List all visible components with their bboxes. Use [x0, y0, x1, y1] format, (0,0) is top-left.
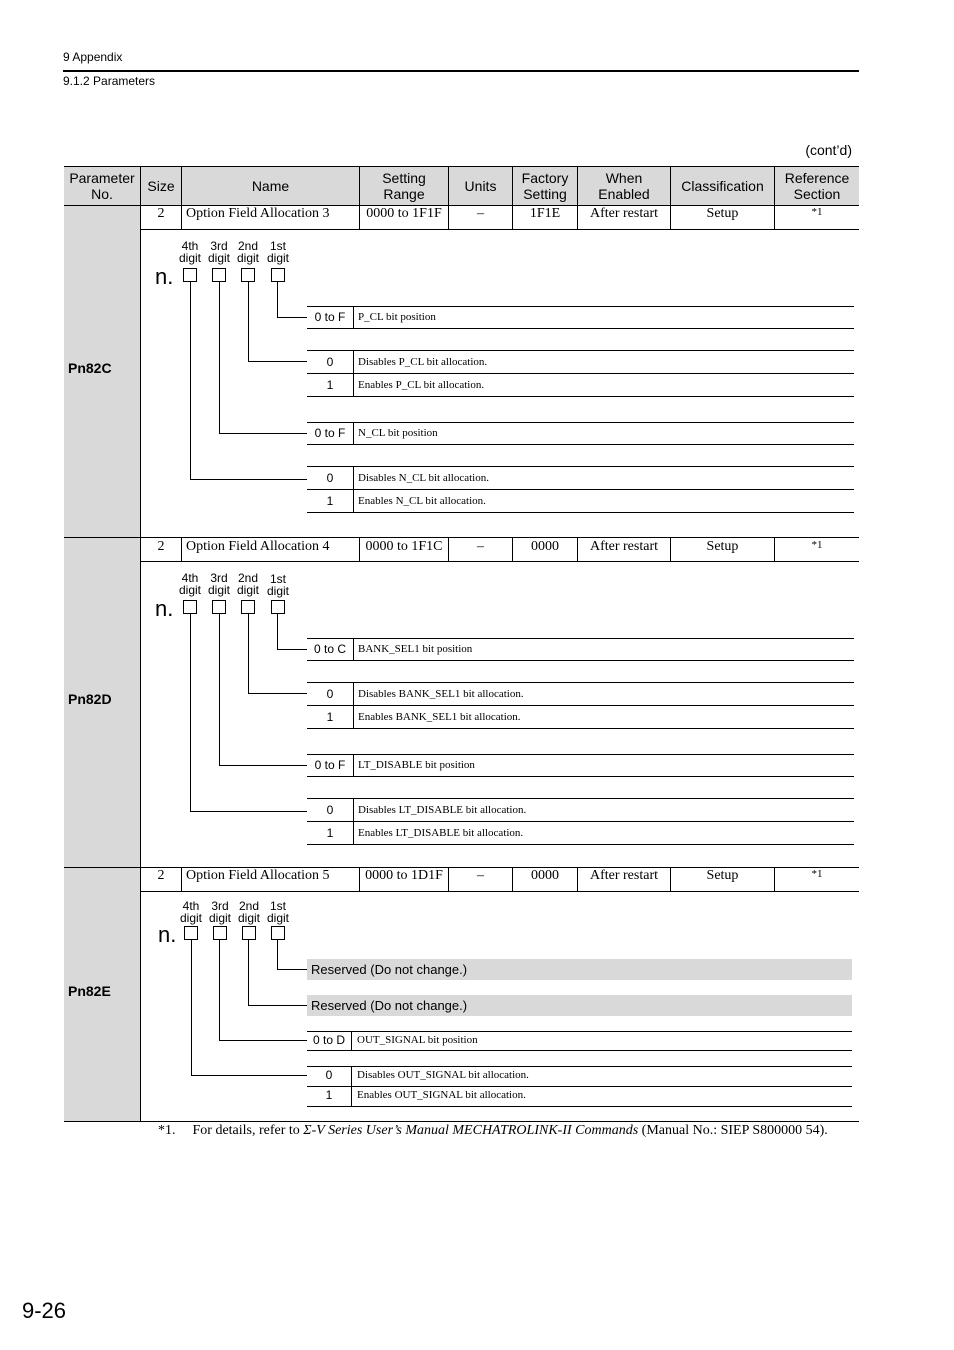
range-cell: 0000 to 1F1F — [366, 206, 442, 221]
setting-desc: Disables N_CL bit allocation. — [358, 472, 489, 484]
units-cell: – — [477, 539, 484, 554]
when-cell: After restart — [589, 868, 659, 883]
n-prefix: n. — [155, 596, 174, 621]
setting-desc: Enables OUT_SIGNAL bit allocation. — [357, 1089, 526, 1101]
col-setting-range: Setting Range — [382, 170, 426, 202]
factory-cell: 0000 — [531, 539, 559, 554]
setting-desc: Disables LT_DISABLE bit allocation. — [358, 804, 527, 816]
page-number: 9-26 — [22, 1298, 67, 1323]
chapter-heading: 9 Appendix — [63, 50, 123, 64]
digit-label-4th: 4th digit — [178, 571, 201, 597]
param-no-label: Pn82C — [68, 360, 112, 376]
digit-label-3rd: 3rd digit — [207, 239, 230, 265]
setting-desc: Enables P_CL bit allocation. — [358, 379, 485, 391]
footnote-pre: For details, refer to — [192, 1123, 304, 1138]
when-cell: After restart — [589, 206, 659, 221]
name-cell: Option Field Allocation 4 — [186, 539, 330, 554]
setting-desc: Enables N_CL bit allocation. — [358, 495, 486, 507]
range-cell: 0000 to 1F1C — [365, 539, 443, 554]
setting-value: 0 to F — [314, 426, 346, 440]
setting-value: 1 — [325, 1088, 333, 1102]
digit-box-2nd — [242, 926, 256, 940]
setting-desc: Enables BANK_SEL1 bit allocation. — [358, 711, 521, 723]
setting-desc: Enables LT_DISABLE bit allocation. — [358, 827, 524, 839]
digit-label-3rd: 3rd digit — [207, 571, 230, 597]
digit-box-2nd — [241, 268, 255, 282]
setting-value: 1 — [326, 494, 334, 508]
reserved-row: Reserved (Do not change.) — [307, 959, 852, 980]
factory-cell: 1F1E — [529, 206, 561, 221]
reserved-row: Reserved (Do not change.) — [307, 995, 852, 1016]
factory-cell: 0000 — [531, 868, 559, 883]
ref-cell: *1 — [811, 868, 823, 880]
col-factory-setting: Factory Setting — [521, 170, 569, 202]
class-cell: Setup — [706, 206, 739, 221]
col-size: Size — [147, 178, 175, 194]
digit-box-3rd — [212, 268, 226, 282]
param-no-label: Pn82D — [68, 691, 112, 707]
setting-value: 0 — [326, 471, 334, 485]
header-rule — [63, 70, 859, 72]
param-no-label: Pn82E — [68, 983, 111, 999]
digit-label-1st: 1st digit — [266, 899, 289, 925]
digit-box-1st — [271, 268, 285, 282]
digit-box-3rd — [212, 600, 226, 614]
when-cell: After restart — [589, 539, 659, 554]
setting-desc: LT_DISABLE bit position — [358, 759, 475, 771]
setting-desc: Disables P_CL bit allocation. — [358, 356, 488, 368]
n-prefix: n. — [158, 922, 177, 947]
footnote-post: (Manual No.: SIEP S800000 54). — [638, 1123, 828, 1138]
digit-box-1st — [271, 926, 285, 940]
digit-label-2nd: 2nd digit — [237, 899, 260, 925]
footnote — [158, 1123, 828, 1139]
setting-value: 0 — [326, 803, 334, 817]
class-cell: Setup — [706, 539, 739, 554]
setting-value: 1 — [326, 710, 334, 724]
class-cell: Setup — [706, 868, 739, 883]
setting-value: 0 to F — [314, 310, 346, 324]
setting-value: 0 to F — [314, 758, 346, 772]
digit-label-1st: 1st digit — [266, 239, 289, 265]
digit-box-4th — [183, 268, 197, 282]
name-cell: Option Field Allocation 5 — [186, 868, 330, 883]
col-reference: Reference Section — [784, 170, 850, 202]
digit-box-4th — [183, 600, 197, 614]
col-classification: Classification — [681, 178, 764, 194]
setting-value: 0 — [326, 355, 334, 369]
setting-value: 1 — [326, 378, 334, 392]
digit-label-4th: 4th digit — [179, 899, 202, 925]
col-when-enabled: When Enabled — [598, 170, 650, 202]
name-cell: Option Field Allocation 3 — [186, 206, 330, 221]
n-prefix: n. — [155, 264, 174, 289]
digit-box-4th — [184, 926, 198, 940]
section-heading: 9.1.2 Parameters — [63, 74, 156, 88]
footnote-mark: *1. — [158, 1123, 176, 1138]
col-name: Name — [251, 178, 290, 194]
ref-cell: *1 — [811, 539, 823, 551]
digit-label-1st: 1st digit — [266, 572, 289, 598]
setting-desc: OUT_SIGNAL bit position — [357, 1034, 478, 1046]
digit-label-2nd: 2nd digit — [236, 571, 259, 597]
size-cell: 2 — [157, 539, 165, 554]
setting-desc: Disables OUT_SIGNAL bit allocation. — [357, 1069, 529, 1081]
setting-value: 1 — [326, 826, 334, 840]
setting-desc: N_CL bit position — [358, 427, 438, 439]
digit-label-3rd: 3rd digit — [208, 899, 231, 925]
digit-box-2nd — [241, 600, 255, 614]
digit-box-1st — [271, 600, 285, 614]
ref-cell: *1 — [811, 206, 823, 218]
setting-value: 0 to D — [312, 1033, 345, 1047]
setting-desc: P_CL bit position — [358, 311, 436, 323]
setting-value: 0 — [325, 1068, 333, 1082]
digit-box-3rd — [213, 926, 227, 940]
col-param-no: Parameter No. — [69, 170, 135, 202]
setting-value: 0 to C — [313, 642, 346, 656]
setting-value: 0 — [326, 687, 334, 701]
digit-label-2nd: 2nd digit — [236, 239, 259, 265]
size-cell: 2 — [157, 868, 165, 883]
range-cell: 0000 to 1D1F — [365, 868, 443, 883]
size-cell: 2 — [157, 206, 165, 221]
units-cell: – — [477, 206, 484, 221]
contd-label: (cont’d) — [805, 142, 852, 158]
units-cell: – — [477, 868, 484, 883]
digit-label-4th: 4th digit — [178, 239, 201, 265]
col-units: Units — [464, 178, 497, 194]
setting-desc: Disables BANK_SEL1 bit allocation. — [358, 688, 524, 700]
setting-desc: BANK_SEL1 bit position — [358, 643, 473, 655]
footnote-title: Σ-V Series User’s Manual MECHATROLINK-II Commands — [303, 1123, 639, 1138]
